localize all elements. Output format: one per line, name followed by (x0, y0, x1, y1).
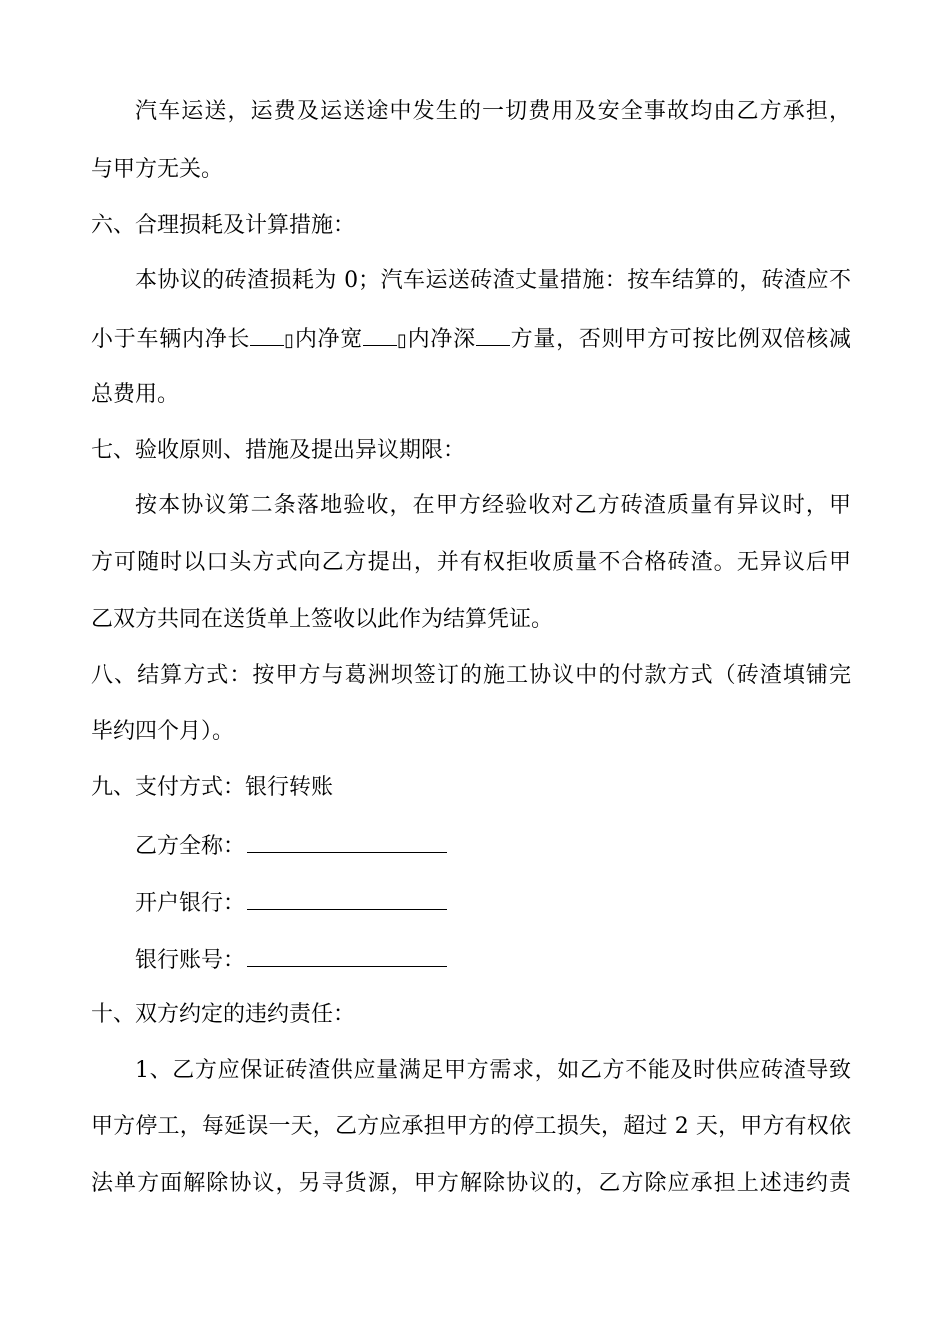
paragraph-line: 1、乙方应保证砖渣供应量满足甲方需求，如乙方不能及时供应砖渣导致 (135, 1058, 851, 1083)
paragraph-line: 总费用。 (91, 382, 180, 407)
missing-glyph: ▯ (284, 330, 295, 351)
paragraph-line: 汽车运送，运费及运送途中发生的一切费用及安全事故均由乙方承担， (135, 99, 851, 124)
bank-account-label: 银行账号： (135, 948, 246, 973)
paragraph-line: 毕约四个月）。 (91, 719, 235, 744)
paragraph-line: 按本协议第二条落地验收，在甲方经验收对乙方砖渣质量有异议时，甲 (135, 493, 851, 518)
bank-account-row (135, 944, 851, 976)
text-segment: 内净深 (406, 327, 476, 352)
depth-blank (476, 323, 510, 346)
paragraph-line: 法单方面解除协议，另寻货源，甲方解除协议的，乙方除应承担上述违约责 (91, 1171, 851, 1196)
paragraph-line: 方可随时以口头方式向乙方提出，并有权拒收质量不合格砖渣。无异议后甲 (91, 550, 851, 575)
bank-name-row (135, 887, 851, 919)
text-segment: 小于车辆内净长 (91, 327, 251, 352)
bank-name-blank (247, 887, 447, 910)
paragraph-line: 甲方停工，每延误一天，乙方应承担甲方的停工损失，超过 2 天，甲方有权依 (91, 1114, 851, 1139)
paragraph-line-with-blanks (91, 323, 851, 356)
length-blank (250, 323, 284, 346)
bank-name-label: 开户银行： (135, 891, 246, 916)
payee-name-row (135, 830, 851, 862)
paragraph-line: 乙双方共同在送货单上签收以此作为结算凭证。 (91, 607, 554, 632)
paragraph-line: 与甲方无关。 (91, 157, 224, 182)
bank-account-blank (247, 944, 447, 967)
text-segment: 内净宽 (294, 327, 364, 352)
payee-name-label: 乙方全称： (135, 834, 246, 859)
section-heading: 九、支付方式：银行转账 (91, 775, 334, 800)
text-segment: 方量，否则甲方可按比例双倍核减 (509, 327, 851, 352)
section-heading: 十、双方约定的违约责任： (91, 1002, 356, 1027)
section-heading: 七、验收原则、措施及提出异议期限： (91, 438, 466, 463)
width-blank (363, 323, 397, 346)
section-heading: 八、结算方式：按甲方与葛洲坝签订的施工协议中的付款方式（砖渣填铺完 (91, 663, 851, 688)
paragraph-line: 本协议的砖渣损耗为 0；汽车运送砖渣丈量措施：按车结算的，砖渣应不 (135, 268, 851, 293)
missing-glyph: ▯ (397, 330, 407, 351)
section-heading: 六、合理损耗及计算措施： (91, 213, 356, 238)
payee-name-blank (247, 830, 447, 853)
